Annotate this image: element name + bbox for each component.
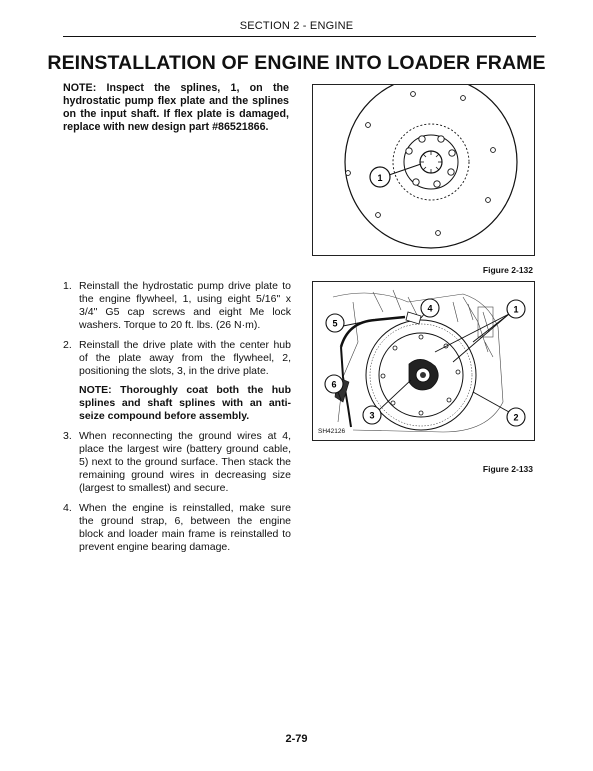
step-1	[63, 280, 291, 332]
callout-2: 2	[513, 412, 519, 423]
step-text: When reconnecting the ground wires at 4, place the largest wire (battery ground cable, 5) next to the ground surface. Then stack the remaining ground wires in decreasing size (largest to smallest) and secure.	[79, 430, 291, 494]
step-note-anti-seize: NOTE: Thoroughly coat both the hub splines and shaft splines with an anti-seize compound before assembly.	[79, 384, 291, 422]
figure-code: SH42126	[318, 428, 346, 435]
section-header: SECTION 2 - ENGINE	[239, 20, 354, 32]
figure-2-132-caption: Figure 2-132	[482, 265, 533, 275]
callout-1: 1	[377, 173, 383, 183]
step-number: 4.	[63, 502, 72, 514]
callout-4: 4	[427, 303, 433, 314]
flex-plate-illustration	[313, 85, 534, 255]
step-number: 1.	[63, 280, 72, 292]
header-rule	[63, 36, 536, 37]
step-number: 3.	[63, 430, 72, 442]
step-number: 2.	[63, 339, 72, 351]
step-text: When the engine is reinstalled, make sure the ground strap, 6, between the engine block and loader main frame is reinstalled to prevent engine bearing damage.	[79, 502, 291, 553]
figure-flex-plate	[312, 84, 535, 256]
step-2	[63, 339, 291, 423]
figure-drive-plate	[312, 281, 535, 441]
note-inspect-splines: NOTE: Inspect the splines, 1, on the hydrostatic pump flex plate and the splines on the input shaft. If flex plate is damaged, replace with new design part #86521866.	[63, 82, 289, 133]
page-number: 2-79	[285, 733, 308, 745]
step-text: Reinstall the hydrostatic pump drive plate to the engine flywheel, 1, using eight 5/16" x 3/4" G5 cap screws and eight Me lock washers. Torque to 20 ft. lbs. (26 N·m).	[79, 280, 291, 331]
callout-6: 6	[331, 379, 337, 390]
procedure-steps	[63, 280, 291, 561]
page-title: REINSTALLATION OF ENGINE INTO LOADER FRAME	[47, 52, 546, 74]
step-3	[63, 430, 291, 495]
step-text: Reinstall the drive plate with the center hub of the plate away from the flywheel, 2, positioning the slots, 3, in the drive plate.	[79, 339, 291, 377]
step-4	[63, 502, 291, 554]
callout-5: 5	[332, 318, 338, 329]
callout-1b: 1	[513, 304, 519, 315]
figure-2-133-caption: Figure 2-133	[482, 464, 533, 474]
callout-3: 3	[369, 410, 375, 421]
drive-plate-illustration	[313, 282, 534, 440]
